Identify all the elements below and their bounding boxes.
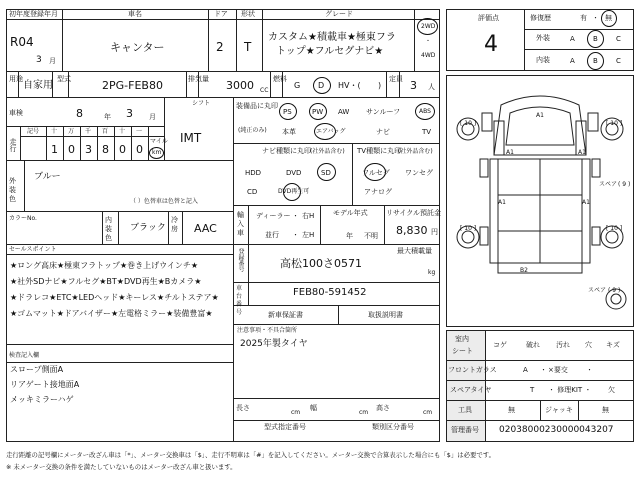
- cc-unit: CC: [260, 87, 269, 94]
- use-value: 自家用: [23, 80, 53, 91]
- equip-leather: 本革: [282, 128, 296, 136]
- equip-sunroof: サンルーフ: [366, 108, 401, 116]
- shift-value: IMT: [180, 131, 202, 145]
- chassis-label: 車台番号: [236, 285, 243, 316]
- mileage-unit-0: 記号: [27, 128, 40, 135]
- import-left: 左H: [302, 231, 315, 239]
- spare-tire-label: スペアタイヤ: [450, 386, 492, 394]
- equip-aw: AW: [338, 108, 350, 116]
- capacity-label: 定員: [389, 75, 403, 83]
- model-value: 2PG-FEB80: [102, 79, 163, 92]
- recycle-label: リサイクル預託金: [386, 209, 442, 217]
- navi-label: ナビ種類に丸印: [262, 147, 311, 155]
- damage-mark: A1: [582, 199, 590, 206]
- tire-bracket: [ 10 ]: [460, 225, 477, 232]
- fuel-label: 燃料: [273, 75, 287, 83]
- spare-label: スペア: [599, 181, 618, 188]
- damage-mark: A1: [578, 149, 586, 156]
- spare-bracket: ( 9 ): [618, 181, 631, 188]
- drive-4wd: 4WD: [421, 52, 436, 59]
- capacity-unit: 人: [428, 83, 435, 91]
- exterior-c: C: [616, 35, 621, 43]
- reg-month-unit: 月: [49, 57, 56, 65]
- equip-pw: PW: [312, 108, 324, 116]
- jack-label: ジャッキ: [545, 406, 573, 414]
- import-label: 輸入車: [237, 211, 244, 237]
- exterior-grade: B: [593, 35, 598, 43]
- color-note: （ ）色替車は色替と記入: [130, 198, 198, 205]
- interior-a: A: [570, 57, 575, 65]
- kg-unit: kg: [428, 269, 436, 276]
- interior-value: ブラック: [130, 223, 166, 233]
- grade-line2: トップ★フルセグナビ★: [276, 46, 384, 57]
- grade-line1: カスタム★積載車★極東フラ: [268, 32, 396, 43]
- reg-month: 3: [36, 55, 42, 65]
- inspection-year: 8: [76, 107, 83, 120]
- equip-tv: TV: [422, 128, 432, 136]
- ac-value: AAC: [194, 222, 217, 235]
- recycle-unit: 円: [431, 228, 438, 236]
- seat-label2: シート: [452, 347, 473, 355]
- mileage-unit-5: 十: [119, 128, 126, 135]
- inspection-month-unit: 月: [149, 113, 156, 121]
- seat-item: コゲ: [493, 341, 507, 349]
- main-table: [6, 9, 440, 442]
- exterior-label: 外装: [536, 34, 550, 42]
- equip-ps: PS: [283, 108, 292, 116]
- interior-grade-label: 内装: [536, 56, 550, 64]
- seat-item: 穴: [585, 341, 592, 349]
- reg-year-label: 初年度登録年月: [9, 10, 58, 18]
- registration-label: 登録番号: [237, 248, 244, 272]
- mileage-digit: 0: [136, 143, 143, 156]
- inspection-year-unit: 年: [104, 113, 111, 121]
- inspector-line: スロープ側面A: [10, 365, 64, 374]
- shape: T: [244, 40, 252, 54]
- car-name-label: 車名: [128, 10, 142, 18]
- equip-abs: ABS: [419, 108, 431, 115]
- sales-point-line: ★社外SDナビ★フルセグ★BT★DVD再生★Bカメラ★: [10, 277, 202, 286]
- management-number: 02038000230000043207: [499, 425, 614, 435]
- mileage-digit: 0: [68, 143, 75, 156]
- score-value: 4: [484, 32, 498, 57]
- model-year-unknown: 不明: [364, 232, 378, 240]
- inspector-line: メッキミラーハゲ: [10, 395, 74, 404]
- chassis-value: FEB80-591452: [293, 287, 367, 298]
- inspector-label: 検査記入欄: [9, 352, 40, 359]
- new-warranty-label: 新車保証書: [268, 311, 303, 319]
- mileage-digit: 0: [119, 143, 126, 156]
- jack-value: 無: [602, 406, 609, 414]
- door-count: 2: [216, 40, 224, 54]
- sales-points-label: セールスポイント: [9, 246, 57, 253]
- glass-dash: ・: [586, 366, 593, 374]
- footer-line1: 走行距離の記号欄にメーター改ざん車は「*」、メーター交換車は「$」、走行不明車は「#」を記入してください。メーター交換で合算表示した場合にも「$」は必要です。: [6, 451, 496, 459]
- spare-tire-t: T: [530, 386, 535, 394]
- manual-label: 取扱説明書: [368, 311, 403, 319]
- tv-label: TV種類に丸印: [357, 147, 402, 155]
- tire-bracket: [ 10 ]: [606, 120, 623, 127]
- equipment-label: 装備品に丸印: [236, 102, 278, 110]
- equip-navi: ナビ: [376, 128, 390, 136]
- tv-fullseg: フルセグ: [362, 169, 390, 177]
- inspection-month: 3: [126, 107, 133, 120]
- sales-point-line: ★ゴムマット★ドアバイザー★左電格ミラー★装備豊富★: [10, 309, 213, 318]
- interior-c: C: [616, 57, 621, 65]
- score-label: 評価点: [478, 14, 499, 22]
- mileage-unit-1: 十: [51, 128, 58, 135]
- inspection-label: 車検: [9, 109, 23, 117]
- tire-bracket: [ 10 ]: [606, 225, 623, 232]
- recycle-value: 8,830: [396, 224, 428, 237]
- car-name: キャンター: [110, 41, 165, 54]
- tv-analog: アナログ: [364, 188, 392, 196]
- interior-label: 内装色: [105, 216, 112, 242]
- fuel-d: D: [318, 81, 325, 90]
- seat-item: キズ: [606, 341, 620, 349]
- glass-replace: ×要交: [548, 366, 568, 374]
- displacement-value: 3000: [226, 79, 254, 92]
- width-label: 幅: [310, 404, 317, 412]
- displacement-label: 排気量: [188, 75, 209, 83]
- mileage-unit-6: 一: [136, 128, 143, 135]
- spare-label: スペア: [588, 287, 607, 294]
- fuel-hv: HV・(: [338, 81, 361, 90]
- width-unit: cm: [359, 409, 369, 416]
- mileage-digit: 8: [102, 143, 109, 156]
- navi-cd: CD: [247, 188, 258, 196]
- length-unit: cm: [291, 409, 301, 416]
- shift-label: シフト: [192, 100, 211, 107]
- ac-label: 冷房: [171, 216, 178, 233]
- max-load-label: 最大積載量: [397, 247, 432, 255]
- category-label: 類別区分番号: [372, 423, 414, 431]
- mile-label: マイル: [150, 138, 168, 145]
- seat-item: 破れ: [526, 341, 540, 349]
- seat-label1: 室内: [455, 335, 469, 343]
- tv-oneseg: ワンセグ: [405, 169, 433, 177]
- navi-dvd-play: DVD再生可: [278, 188, 310, 195]
- exterior-a: A: [570, 35, 575, 43]
- tools-value: 無: [508, 406, 515, 414]
- model-year-label: モデル年式: [333, 209, 368, 217]
- import-dealer: ディーラー: [256, 212, 291, 220]
- color-value: ブルー: [34, 172, 61, 182]
- footer-line2: ※ 未メーター交換の条件を満たしていないものはメーター改ざん車と扱います。: [6, 463, 237, 471]
- navi-sub: (社外品含む): [310, 148, 345, 155]
- repair-label: 修復歴: [530, 14, 551, 22]
- designation-label: 型式指定番号: [264, 423, 306, 431]
- door-label: ドア: [214, 10, 228, 18]
- spare-bracket: ( 9 ): [608, 287, 621, 294]
- sales-point-line: ★ロング高床★極東フラトップ★巻き上げウインチ★: [10, 261, 199, 270]
- mileage-label: 走行: [9, 138, 17, 152]
- import-dot: ・: [292, 212, 299, 220]
- spare-tire-kit: ・ 修理KIT ・: [548, 386, 592, 394]
- spare-tire-missing: 欠: [608, 386, 615, 394]
- tire-bracket: [ 10 ]: [460, 120, 477, 127]
- fuel-g: G: [294, 81, 301, 90]
- navi-dvd: DVD: [286, 169, 302, 177]
- color-no-label: カラーNo.: [9, 215, 37, 222]
- model-label: 型式: [57, 75, 71, 83]
- capacity-value: 3: [410, 79, 417, 92]
- shape-label: 形状: [241, 10, 255, 18]
- navi-hdd: HDD: [245, 169, 262, 177]
- height-label: 高さ: [376, 404, 390, 412]
- glass-label: フロントガラス: [448, 366, 497, 374]
- color-label: 外装色: [9, 177, 16, 203]
- mileage-unit-4: 百: [102, 128, 109, 135]
- repair-yes: 有: [580, 14, 587, 22]
- reg-year: R04: [10, 35, 34, 49]
- registration-value: 高松100さ0571: [280, 257, 362, 270]
- mileage-unit-2: 万: [68, 128, 75, 135]
- model-year-unit: 年: [346, 232, 353, 240]
- import-parallel: 並行: [265, 231, 279, 239]
- navi-sd: SD: [321, 169, 331, 177]
- import-right: 右H: [302, 212, 315, 220]
- equipment-sub: (純正のみ): [238, 127, 267, 134]
- height-unit: cm: [423, 409, 433, 416]
- notes-label: 注意事項・不具合箇所: [237, 327, 298, 334]
- mileage-digit: 3: [85, 143, 92, 156]
- damage-mark: A1: [506, 149, 514, 156]
- auction-sheet: 初年度登録年月 R04 3 月 車名 キャンター ドア 2 形状 T グレード カスタム★積載車★極東フラ トップ★フルセグナビ★ 2WD ・ 4WD 用途 自家用 型式 2PG-FEB80 排気量 3000 CC 燃料 G D HV・( ) 定員 3 人 車検 8 年 3 月 シフト IMT 走行 記号 十 万 千 百 十 一 1 0 3 8 0 0 マイル km 外装色 ブルー （ ）色替車は色替と記入 カラーNo. 内装色 ブラック 冷房 AAC セールスポイント ★ロング高床★極東フラトップ★巻き上げウインチ★ ★社外SDナビ★フルセグ★BT★DVD再生★Bカメラ★ ★ドラレコ★ETC★LEDヘッド★キーレス★チルトステア★ ★ゴムマット★ドアバイザー★左電格ミラー★装備豊富★ 検査記入欄 スロープ側面A リアゲート接地面A メッキミラーハゲ 装備品に丸印 (純正のみ) PS PW AW サンルーフ ABS 本革 エアバッグ ナビ TV ナビ種類に丸印 (社外品含む) HDD DVD SD CD DVD再生可 TV種類に丸印 (社外品含む) フルセグ ワンセグ アナログ 輸入車 ディーラー ・ 右H 並行 ・ 左H モデル年式 年 不明 リサイクル預託金 8,830 円 登録番号 高松100さ0571 最大積載量 kg 車台番号 FEB80-591452 新車保証書 取扱説明書 注意事項・不具合箇所 2025年製タイヤ 長さ cm 幅 cm 高さ cm 型式指定番号 類別区分番号 評価点 4 修復歴 有 ・ 無 外装 A B C 内装 A B C [ 10 ] [ 10 ] [ 10 ] [ 10 ] A1 A1 A1 A1 A1 B2 スペア ( 9 ) スペア ( 9 ) 室内 シート コゲ 破れ 汚れ 穴 キズ フロントガラス A ・ ×要交 ・ スペアタイヤ T ・ 修理KIT ・ 欠 工具 無 ジャッキ 無 管理番号 02038000230000043207 走行距離の記号欄にメーター改ざん車は「*」、メーター交換車は「$」、走行不明車は「#」を記入してください。メーター交換で合算表示した場合にも「$」は必要です。 ※ 未メーター交換の条件を満たしていないものはメーター改ざん車と扱います。: [0, 0, 640, 480]
- fuel-close: ): [378, 81, 382, 90]
- inspector-line: リアゲート接地面A: [10, 380, 80, 389]
- glass-dot: ・: [540, 366, 547, 374]
- drive-2wd: 2WD: [421, 23, 436, 30]
- mileage-digit: 1: [51, 143, 58, 156]
- damage-mark: B2: [520, 267, 528, 274]
- management-label: 管理番号: [451, 426, 479, 434]
- use-label: 用途: [9, 75, 23, 83]
- glass-a: A: [523, 366, 528, 374]
- km-label: km: [152, 149, 162, 156]
- tools-label: 工具: [458, 406, 472, 414]
- seat-item: 汚れ: [556, 341, 570, 349]
- notes-value: 2025年製タイヤ: [240, 339, 308, 349]
- length-label: 長さ: [236, 404, 250, 412]
- interior-grade: B: [593, 57, 598, 65]
- equip-airbag: エアバッグ: [316, 128, 346, 135]
- repair-no: 無: [605, 14, 612, 22]
- mileage-unit-3: 千: [85, 128, 92, 135]
- import-dot: ・: [292, 231, 299, 239]
- damage-mark: A1: [498, 199, 506, 206]
- tv-sub: (社外品含む): [398, 148, 433, 155]
- damage-mark: A1: [536, 112, 544, 119]
- grade-label: グレード: [325, 10, 353, 18]
- sales-point-line: ★ドラレコ★ETC★LEDヘッド★キーレス★チルトステア★: [10, 293, 219, 302]
